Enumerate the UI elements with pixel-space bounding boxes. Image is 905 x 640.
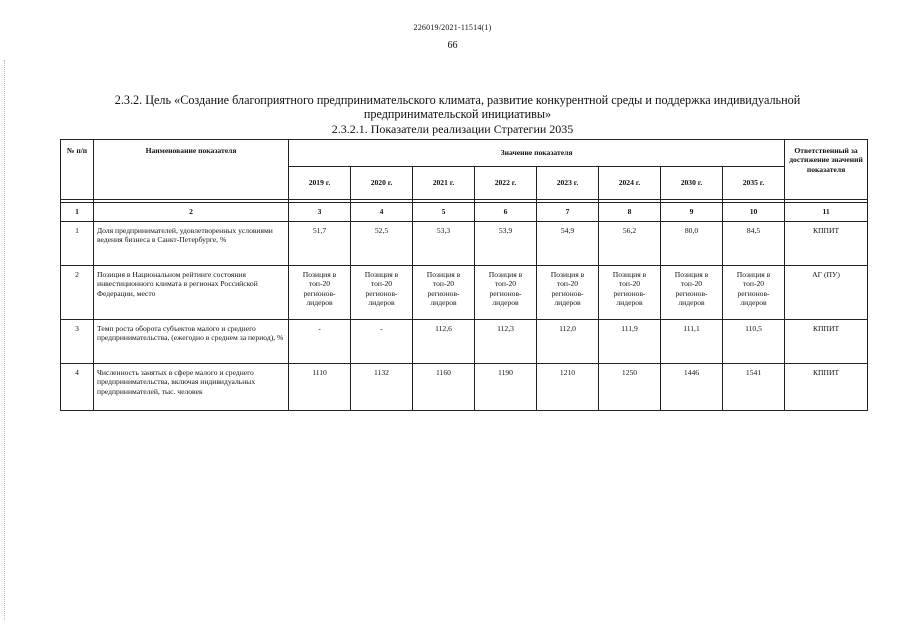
column-number: 2 — [94, 203, 289, 222]
value-cell: 112,3 — [475, 320, 537, 364]
value-cell: 112,6 — [413, 320, 475, 364]
value-cell: 51,7 — [289, 222, 351, 266]
header-year: 2024 г. — [599, 167, 661, 200]
value-cell: 1190 — [475, 364, 537, 411]
table-row — [61, 364, 868, 411]
header-values: Значение показателя — [289, 140, 785, 167]
value-cell: 1160 — [413, 364, 475, 411]
row-number: 3 — [61, 320, 94, 364]
value-cell: 1132 — [351, 364, 413, 411]
value-cell: 54,9 — [537, 222, 599, 266]
header-indicator-name: Наименование показателя — [94, 140, 289, 200]
value-cell: Позиция в топ-20 регионов-лидеров — [475, 266, 537, 320]
indicator-name: Позиция в Национальном рейтинге состояния инвестиционного климата в регионах Российской Федерации, место — [94, 266, 289, 320]
value-cell: - — [351, 320, 413, 364]
value-cell: 1110 — [289, 364, 351, 411]
table-row — [61, 266, 868, 320]
column-number: 9 — [661, 203, 723, 222]
column-number: 1 — [61, 203, 94, 222]
table-row — [61, 222, 868, 266]
section-heading: 2.3.2. Цель «Создание благоприятного предпринимательского климата, развитие конкурентной среды и поддержка индивидуальной предпринимательской инициативы» — [114, 93, 801, 121]
value-cell: Позиция в топ-20 регионов-лидеров — [413, 266, 475, 320]
value-cell: 1446 — [661, 364, 723, 411]
indicator-name: Доля предпринимателей, удовлетворенных условиями ведения бизнеса в Санкт-Петербурге, % — [94, 222, 289, 266]
responsible-cell: КППИТ — [785, 222, 868, 266]
column-number: 10 — [723, 203, 785, 222]
value-cell: 111,1 — [661, 320, 723, 364]
value-cell: Позиция в топ-20 регионов-лидеров — [661, 266, 723, 320]
value-cell: 53,3 — [413, 222, 475, 266]
indicators-table — [60, 139, 868, 411]
value-cell: 112,0 — [537, 320, 599, 364]
header-num: № п/п — [61, 140, 94, 200]
value-cell: 111,9 — [599, 320, 661, 364]
header-year: 2021 г. — [413, 167, 475, 200]
value-cell: - — [289, 320, 351, 364]
header-year: 2030 г. — [661, 167, 723, 200]
page-number: 66 — [447, 40, 458, 51]
value-cell: Позиция в топ-20 регионов-лидеров — [599, 266, 661, 320]
column-number: 11 — [785, 203, 868, 222]
value-cell: Позиция в топ-20 регионов-лидеров — [351, 266, 413, 320]
row-number: 4 — [61, 364, 94, 411]
header-year: 2035 г. — [723, 167, 785, 200]
row-number: 2 — [61, 266, 94, 320]
document-number: 226019/2021-11514(1) — [413, 23, 492, 32]
responsible-cell: КППИТ — [785, 364, 868, 411]
indicator-name: Темп роста оборота субъектов малого и среднего предпринимательства, (ежегодно в среднем за период), % — [94, 320, 289, 364]
row-number: 1 — [61, 222, 94, 266]
column-number: 4 — [351, 203, 413, 222]
value-cell: 84,5 — [723, 222, 785, 266]
value-cell: 52,5 — [351, 222, 413, 266]
header-year: 2023 г. — [537, 167, 599, 200]
value-cell: 1541 — [723, 364, 785, 411]
column-number: 7 — [537, 203, 599, 222]
header-responsible: Ответственный за достижение значений показателя — [785, 140, 868, 200]
column-numbers-row — [61, 203, 868, 222]
column-number: 8 — [599, 203, 661, 222]
section-subheading: 2.3.2.1. Показатели реализации Стратегии 2035 — [331, 122, 574, 136]
value-cell: 110,5 — [723, 320, 785, 364]
indicator-name: Численность занятых в сфере малого и среднего предпринимательства, включая индивидуальных предпринимателей, тыс. человек — [94, 364, 289, 411]
value-cell: 53,9 — [475, 222, 537, 266]
table-row — [61, 320, 868, 364]
scan-edge-mark — [4, 60, 6, 620]
column-number: 6 — [475, 203, 537, 222]
value-cell: Позиция в топ-20 регионов-лидеров — [723, 266, 785, 320]
column-number: 5 — [413, 203, 475, 222]
value-cell: 1250 — [599, 364, 661, 411]
value-cell: 80,0 — [661, 222, 723, 266]
responsible-cell: КППИТ — [785, 320, 868, 364]
value-cell: Позиция в топ-20 регионов-лидеров — [289, 266, 351, 320]
header-year: 2020 г. — [351, 167, 413, 200]
value-cell: 1210 — [537, 364, 599, 411]
header-year: 2022 г. — [475, 167, 537, 200]
value-cell: 56,2 — [599, 222, 661, 266]
header-year: 2019 г. — [289, 167, 351, 200]
column-number: 3 — [289, 203, 351, 222]
value-cell: Позиция в топ-20 регионов-лидеров — [537, 266, 599, 320]
responsible-cell: АГ (ПУ) — [785, 266, 868, 320]
